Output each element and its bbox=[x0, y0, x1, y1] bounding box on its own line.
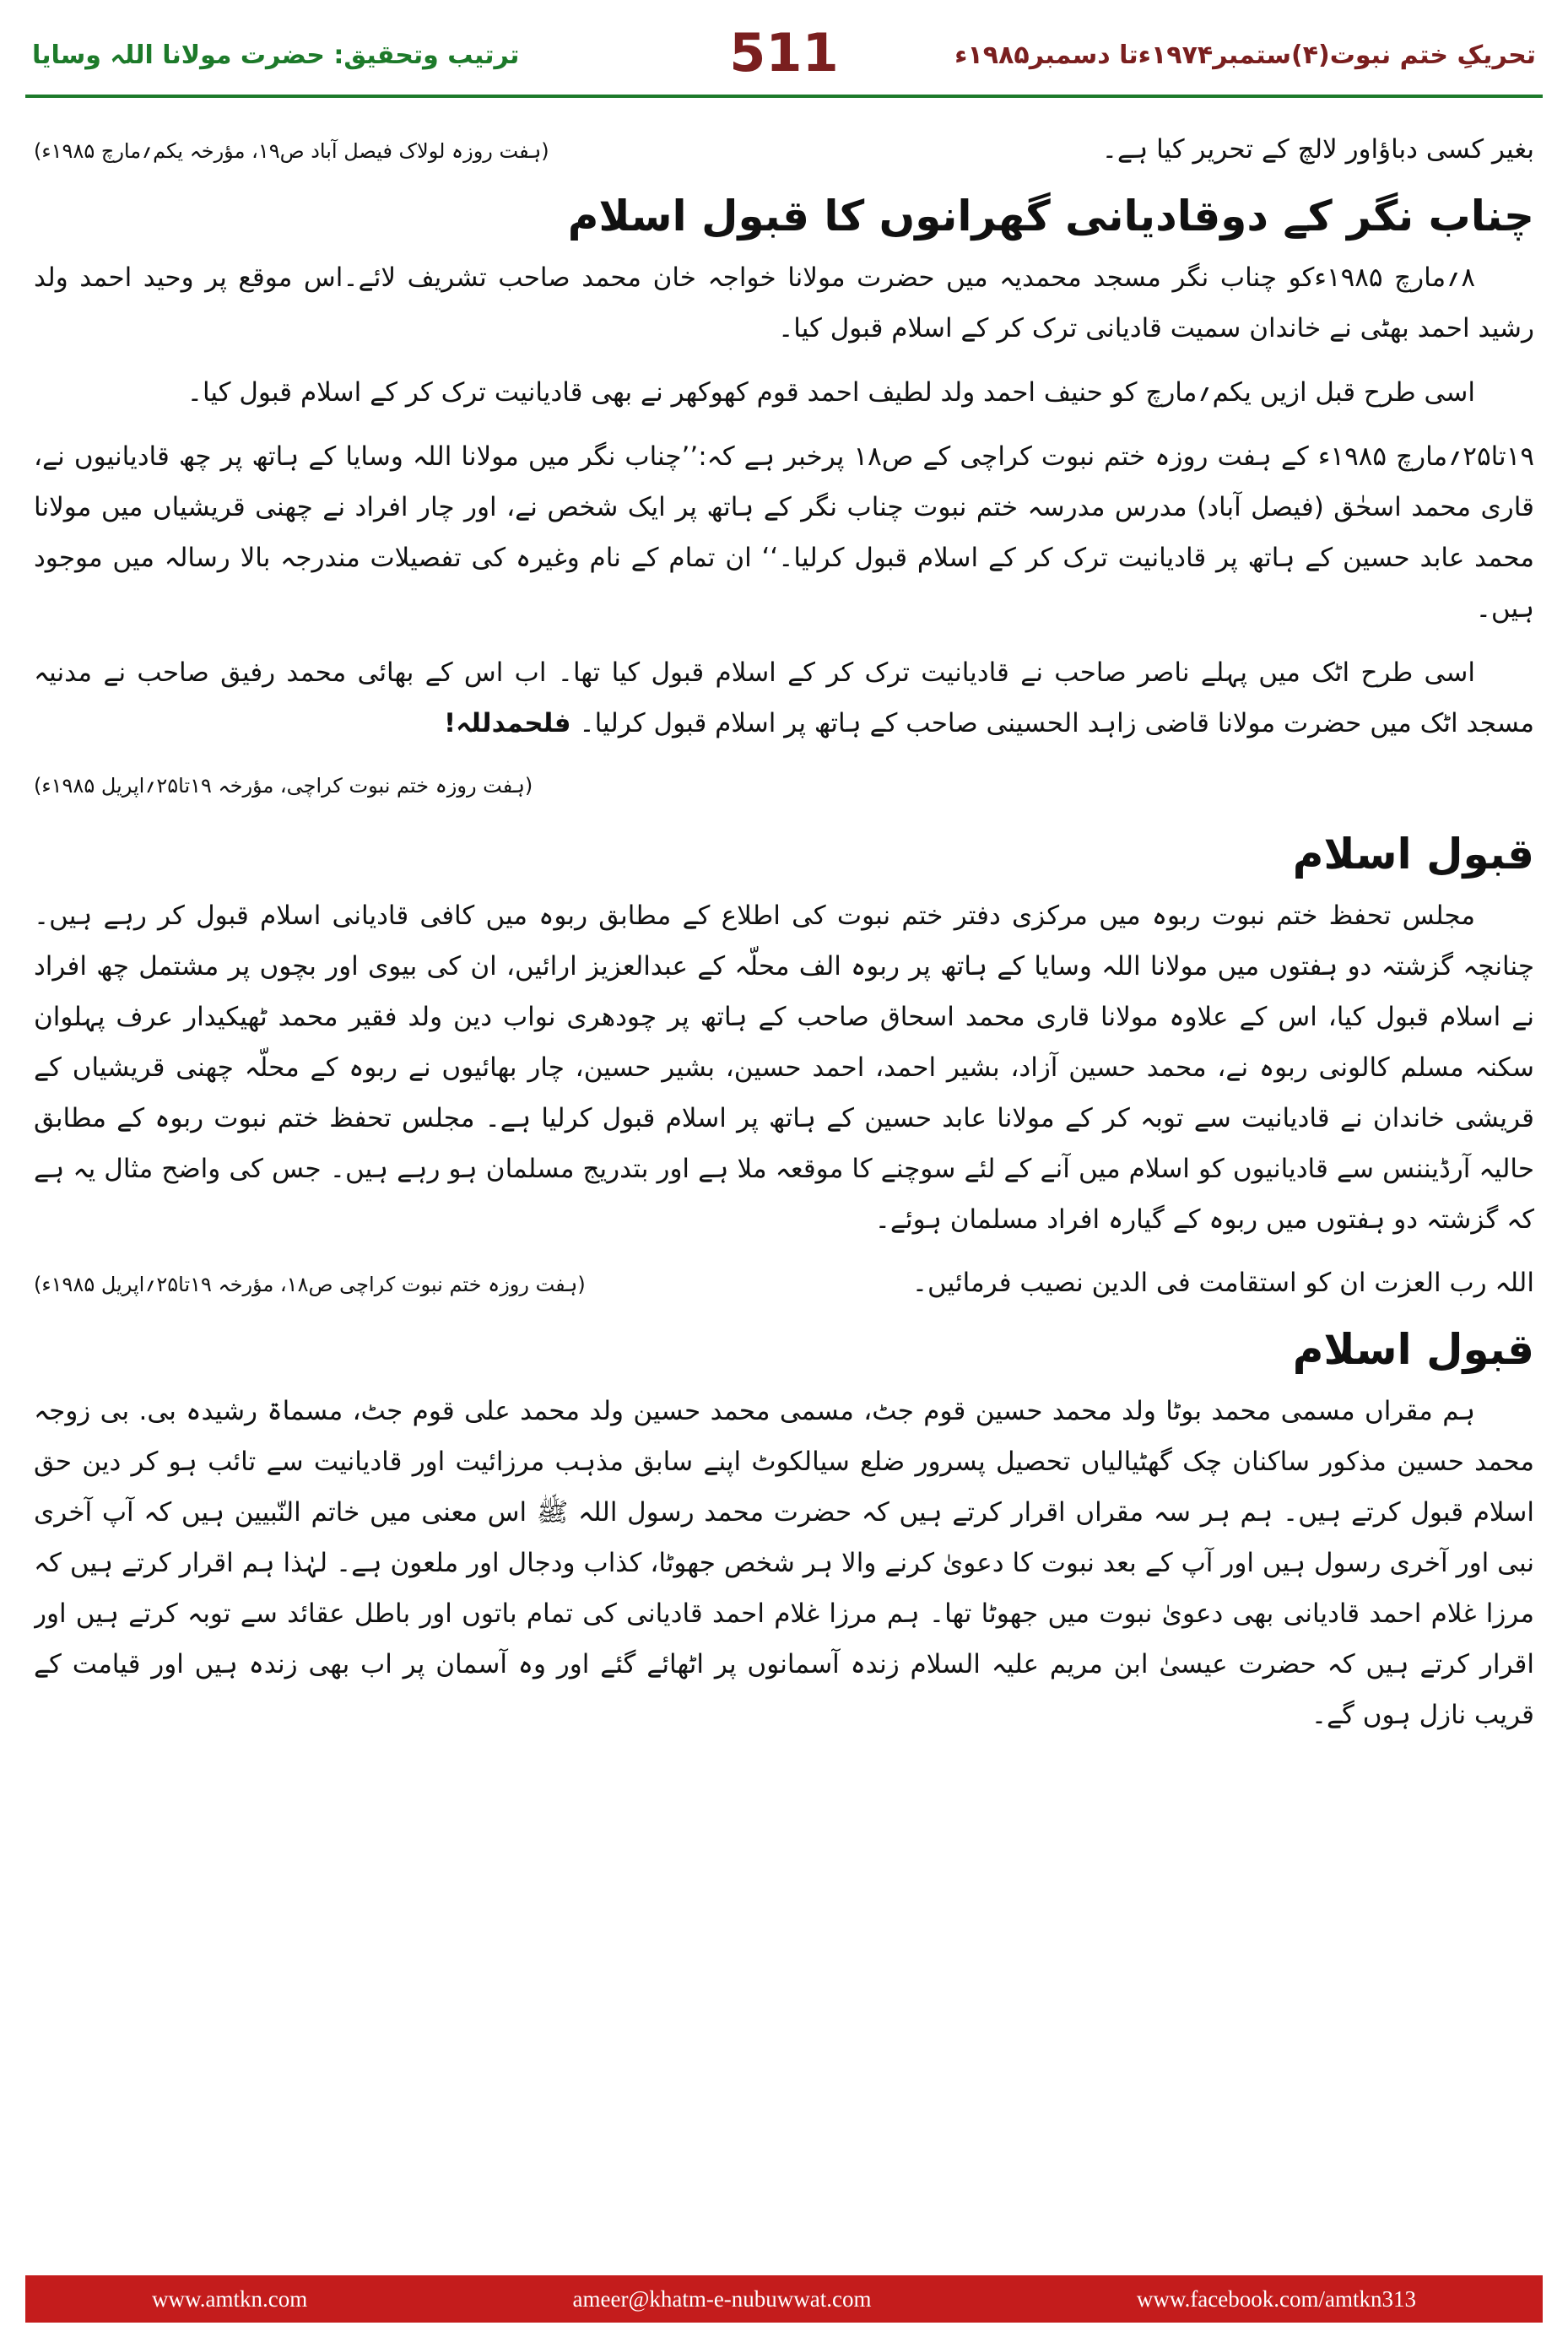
section1-paragraph-2: اسی طرح قبل ازیں یکم؍مارچ کو حنیف احمد ولد لطیف احمد قوم کھوکھر نے بھی قادیانیت ترک کر کے اسلام قبول کیا۔ bbox=[187, 377, 1475, 408]
facebook-link[interactable]: www.facebook.com/amtkn313 bbox=[1136, 2285, 1416, 2312]
section2-paragraph-1: مجلس تحفظ ختم نبوت ربوہ میں مرکزی دفتر ختم نبوت کی اطلاع کے مطابق ربوہ میں کافی قادیانی اسلام قبول کر رہے ہیں۔ چنانچہ گزشتہ دو ہفتوں میں مولانا اللہ وسایا کے ہاتھ پر ربوہ الف محلّہ کے عبدالعزیز ارائیں، ان کی بیوی اور بچوں پر مشتمل چھ افراد نے اسلام قبول کیا، اس کے علاوہ مولانا قاری محمد اسحاق صاحب کے ہاتھ پر چودھری نواب دین ولد فقیر محمد ٹھیکیدار عرف پہلوان سکنہ مسلم کالونی ربوہ نے، محمد حسین آزاد، بشیر احمد، احمد حسین، بشیر حسین، چار بھائیوں نے ربوہ کے محلّہ چھنی قریشیاں کے قریشی خاندان نے قادیانیت سے توبہ کر کے مولانا عابد حسین کے ہاتھ پر اسلام قبول کرلیا ہے۔ مجلس تحفظ ختم نبوت ربوہ کے مطابق حالیہ آرڈیننس سے قادیانیوں کو اسلام میں آنے کے لئے سوچنے کا موقعہ ملا ہے اور بتدریج مسلمان ہو رہے ہیں۔ جس کی واضح مثال یہ ہے کہ گزشتہ دو ہفتوں میں ربوہ کے گیارہ افراد مسلمان ہوئے۔ bbox=[34, 901, 1534, 1235]
page-header bbox=[25, 15, 1543, 93]
section2-heading: قبول اسلام bbox=[1292, 830, 1534, 879]
email-link[interactable]: ameer@khatm-e-nubuwwat.com bbox=[572, 2285, 872, 2312]
section3-paragraph-1: ہم مقراں مسمی محمد بوٹا ولد محمد حسین قوم جٹ، مسمی محمد حسین ولد محمد علی قوم جٹ، مسماۃ رشیدہ بی. بی زوجہ محمد حسین مذکور ساکنان چک گھٹیالیاں تحصیل پسرور ضلع سیالکوٹ اپنے سابق مذہب مرزائیت اور قادیانیت سے تائب ہو کر دین حق اسلام قبول کرتے ہیں۔ ہم ہر سہ مقراں اقرار کرتے ہیں کہ حضرت محمد رسول اللہ ﷺ اس معنی میں خاتم النّبیین ہیں کہ آپ آخری نبی اور آخری رسول ہیں اور آپ کے بعد نبوت کا دعویٰ کرنے والا ہر شخص جھوٹا، کذاب ودجال اور ملعون ہے۔ لہٰذا ہم اقرار کرتے ہیں کہ مرزا غلام احمد قادیانی بھی دعویٰ نبوت میں جھوٹا تھا۔ ہم مرزا غلام احمد قادیانی کی تمام باتوں اور باطل عقائد سے توبہ کرتے ہیں اور اقرار کرتے ہیں کہ حضرت عیسیٰ ابن مریم علیہ السلام زندہ آسمانوں پر اٹھائے گئے اور وہ آسمان پر اب بھی زندہ ہیں اور قیامت کے قریب نازل ہوں گے۔ bbox=[34, 1396, 1534, 1730]
compiler-credit: ترتیب وتحقیق: حضرت مولانا اللہ وسایا bbox=[32, 41, 520, 70]
page-body bbox=[34, 125, 1534, 2242]
section1-paragraph-3: ۱۹تا۲۵؍مارچ ۱۹۸۵ء کے ہفت روزہ ختم نبوت کراچی کے ص۱۸ پرخبر ہے کہ:’’چناب نگر میں مولانا اللہ وسایا کے ہاتھ پر چھ قادیانیوں نے، قاری محمد اسحٰق (فیصل آباد) مدرس مدرسہ ختم نبوت چناب نگر کے ہاتھ پر ایک شخص نے، اور چار افراد نے چھنی قریشیاں میں مولانا محمد عابد حسین کے ہاتھ پر قادیانیت ترک کر کے اسلام قبول کرلیا۔‘‘ ان تمام کے نام وغیرہ کی تفصیلات مندرجہ بالا رسالہ میں موجود ہیں۔ bbox=[34, 441, 1534, 624]
section3-heading: قبول اسلام bbox=[1292, 1325, 1534, 1374]
section2-closing-row bbox=[34, 1258, 1534, 1308]
page-footer bbox=[25, 2275, 1543, 2323]
section1-paragraph-4 bbox=[34, 647, 1534, 749]
opening-line: بغیر کسی دباؤاور لالچ کے تحریر کیا ہے۔ bbox=[1101, 134, 1534, 165]
section2-citation: (ہفت روزہ ختم نبوت کراچی ص۱۸، مؤرخہ ۱۹تا۲۵؍اپریل ۱۹۸۵ء) bbox=[34, 1273, 586, 1296]
section1-heading: چناب نگر کے دوقادیانی گھرانوں کا قبول اسلام bbox=[567, 192, 1534, 241]
opening-citation: (ہفت روزہ لولاک فیصل آباد ص۱۹، مؤرخہ یکم؍مارچ ۱۹۸۵ء) bbox=[34, 139, 549, 163]
section2-closing: اللہ رب العزت ان کو استقامت فی الدین نصیب فرمائیں۔ bbox=[911, 1268, 1534, 1298]
section1-citation: (ہفت روزہ ختم نبوت کراچی، مؤرخہ ۱۹تا۲۵؍اپریل ۱۹۸۵ء) bbox=[34, 774, 533, 798]
page-number: 511 bbox=[729, 22, 839, 84]
header-divider bbox=[25, 95, 1543, 98]
section1-paragraph-4-end: فلحمدللہ! bbox=[443, 708, 571, 738]
section1-citation-block bbox=[34, 762, 1534, 809]
section1-paragraph-4-text: اسی طرح اٹک میں پہلے ناصر صاحب نے قادیانیت ترک کر کے اسلام قبول کیا تھا۔ اب اس کے بھائی محمد رفیق صاحب نے مدنیہ مسجد اٹک میں حضرت مولانا قاضی زاہد الحسینی صاحب کے ہاتھ پر اسلام قبول کرلیا۔ bbox=[34, 657, 1534, 738]
series-title: تحریکِ ختم نبوت(۴)ستمبر۱۹۷۴ءتا دسمبر۱۹۸۵ء bbox=[954, 41, 1536, 70]
opening-row bbox=[34, 125, 1534, 175]
website-link[interactable]: www.amtkn.com bbox=[152, 2285, 308, 2312]
section1-paragraph-1: ۸؍مارچ ۱۹۸۵ءکو چناب نگر مسجد محمدیہ میں حضرت مولانا خواجہ خان محمد صاحب تشریف لائے۔اس موقع پر وحید احمد ولد رشید احمد بھٹی نے خاندان سمیت قادیانی ترک کر کے اسلام قبول کیا۔ bbox=[34, 262, 1534, 343]
